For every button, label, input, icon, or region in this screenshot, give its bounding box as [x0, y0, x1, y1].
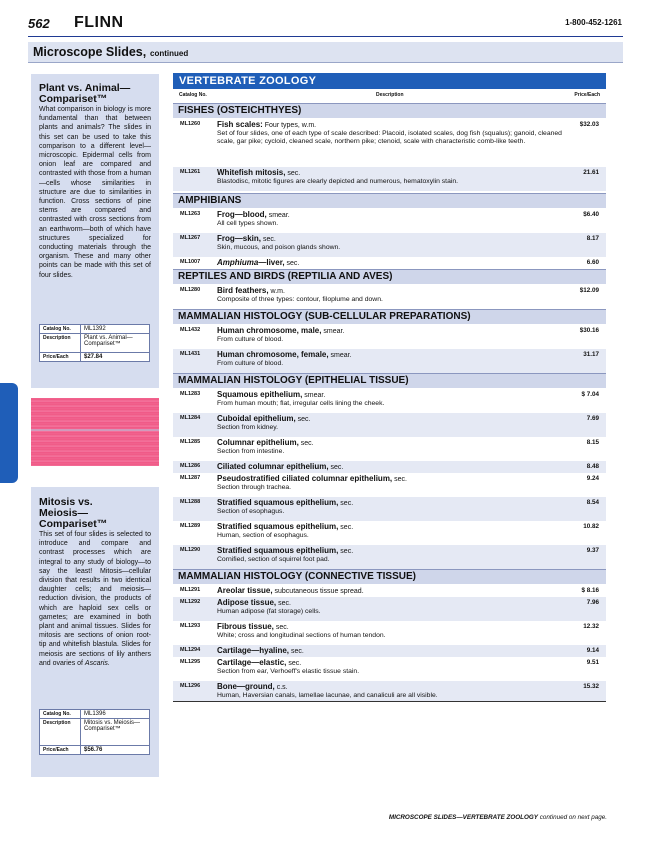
table-row: [173, 325, 606, 349]
table-row: [173, 461, 606, 473]
item-name: Ascaris.: [84, 659, 110, 667]
sidebar-body: What comparison in biology is more fundamental than that between plants and animals? The slides in this set can be used to take this comparison to a different level—microscopic. Epidermal cells from onion leaf are compared and contrasted with those from a human—cells whose similarities in structure are due to similarities in function. Cross sections of pine stems are compared and contrasted with cross sections from an earthworm—both of which have structures specialized for conducting materials through the organism. These and many other points can be made with this set of four slides.: [39, 106, 151, 279]
item-name: Cartilage—elastic,: [217, 658, 287, 667]
table-row: [173, 681, 606, 701]
item-name: This set of four slides is selected to introduce and compare and contrast processes which are integral to any study of biology—to say the least! Mitosis—cellular division that results in two identical daughter cells; and meiosis—reduction division, the products of which are haploid sex cells or gametes; are examined in both plant and animal tissues. Slides for mitosis are sections of onion root-tip and whitefish blastula. Slides for meiosis are sections of lily anthers and ovaries of: [39, 531, 151, 667]
item-description: Composite of three types: contour, filoplume and down.: [217, 296, 383, 303]
item-name: Human chromosome, female,: [217, 350, 329, 359]
price-value: $ 7.04: [581, 391, 599, 398]
table-end-rule: [173, 701, 606, 702]
col-price: Price/Each: [574, 92, 600, 98]
item-name: sec.: [298, 440, 314, 447]
catalog-number: ML1287: [180, 475, 201, 481]
price-value: 31.17: [583, 351, 599, 358]
col-description: Description: [376, 92, 404, 98]
description-label: Description: [40, 334, 81, 353]
col-catalog: Catalog No.: [179, 92, 207, 98]
item-name: continued on next page.: [538, 814, 607, 821]
group-header: [173, 269, 606, 284]
catalog-number: ML1431: [180, 351, 201, 357]
item-description: Section from kidney.: [217, 424, 279, 431]
catalog-number: ML1288: [180, 499, 201, 505]
catalog-number: ML1007: [180, 259, 201, 265]
section-title-bar: [28, 42, 623, 63]
item-name: —liver,: [258, 258, 285, 267]
item-name: sec.: [286, 660, 302, 667]
item-name: Bone—ground,: [217, 682, 275, 691]
price-value: $6.40: [583, 211, 599, 218]
item-name: Pseudostratified ciliated columnar epithelium,: [217, 474, 393, 483]
group-header: [173, 373, 606, 388]
price-value: 12.32: [583, 623, 599, 630]
item-name: Four types, w.m.: [262, 122, 317, 129]
item-name: sec.: [338, 548, 354, 555]
price-value: 6.60: [586, 259, 599, 266]
item-description: Human adipose (fat storage) cells.: [217, 608, 321, 615]
item-name: Squamous epithelium,: [217, 390, 303, 399]
item-name: smear.: [302, 392, 326, 399]
table-row: [173, 349, 606, 373]
table-row: [173, 497, 606, 521]
table-row: [173, 597, 606, 621]
microscope-slide-photo: [31, 398, 159, 466]
table-title-bar: [173, 73, 606, 89]
item-description: Section of esophagus.: [217, 508, 285, 515]
catalog-number: ML1284: [180, 415, 201, 421]
item-description: Section through trachea.: [217, 484, 292, 491]
continued-footnote: [389, 814, 607, 821]
price-value: $12.09: [579, 287, 599, 294]
description-label: Description: [40, 719, 81, 746]
table-row: [173, 645, 606, 657]
item-name: Stratified squamous epithelium,: [217, 522, 339, 531]
price-value: 15.32: [583, 683, 599, 690]
item-name: smear.: [321, 328, 345, 335]
price-value: $56.76: [81, 746, 150, 755]
item-name: sec.: [392, 476, 407, 483]
item-name: Bird feathers,: [217, 286, 269, 295]
price-value: $ 8.16: [581, 587, 599, 594]
section-title: Microscope Slides,: [33, 45, 147, 59]
catalog-number: ML1285: [180, 439, 201, 445]
price-value: 8.17: [586, 235, 599, 242]
page-number: 562: [28, 16, 50, 31]
table-row: [173, 545, 606, 569]
table-row: [173, 167, 606, 191]
catalog-number: ML1294: [180, 647, 201, 653]
sidebar-title: Mitosis vs. Meiosis— Compariset™: [39, 496, 108, 530]
catalog-number: ML1267: [180, 235, 201, 241]
item-name: Cartilage—hyaline,: [217, 646, 290, 655]
table-row: [173, 657, 606, 681]
table-row: [173, 621, 606, 645]
item-name: MAMMALIAN HISTOLOGY (EPITHELIAL TISSUE): [178, 375, 409, 386]
item-name: sec.: [328, 464, 344, 471]
price-value: 8.54: [586, 499, 599, 506]
item-name: Amphiuma: [217, 258, 259, 267]
price-value: 9.14: [586, 647, 599, 654]
catalog-label: Catalog No.: [40, 710, 81, 719]
table-row: [173, 285, 606, 309]
item-name: Human chromosome, male,: [217, 326, 322, 335]
item-description: All cell types shown.: [217, 220, 279, 227]
item-name: Fish scales:: [217, 120, 263, 129]
catalog-number: ML1396: [81, 710, 150, 719]
section-continued: continued: [150, 49, 189, 58]
table-row: [173, 257, 606, 269]
price-value: 10.82: [583, 523, 599, 530]
table-row: [173, 233, 606, 257]
catalog-number: ML1263: [180, 211, 201, 217]
table-row: [173, 521, 606, 545]
item-name: sec.: [338, 524, 354, 531]
price-value: 8.15: [586, 439, 599, 446]
item-name: FISHES (OSTEICHTHYES): [178, 105, 302, 116]
catalog-number: ML1432: [180, 327, 201, 333]
item-name: MAMMALIAN HISTOLOGY (SUB-CELLULAR PREPARATIONS): [178, 311, 471, 322]
catalog-number: ML1261: [180, 169, 201, 175]
item-name: Whitefish mitosis,: [217, 168, 286, 177]
sidebar-title: Plant vs. Animal— Compariset™: [39, 82, 131, 105]
item-name: sec.: [273, 624, 289, 631]
table-row: [173, 413, 606, 437]
sidebar-mitosis-meiosis: [31, 487, 159, 777]
table-row: [173, 437, 606, 461]
item-description: From culture of blood.: [217, 336, 284, 343]
table-column-headers: [173, 90, 606, 99]
catalog-number: ML1291: [180, 587, 201, 593]
price-value: 9.24: [586, 475, 599, 482]
catalog-number: ML1296: [180, 683, 201, 689]
item-name: subcutaneous tissue spread.: [272, 588, 364, 595]
item-name: Adipose tissue,: [217, 598, 277, 607]
price-value: $32.03: [579, 121, 599, 128]
item-name: c.s.: [274, 684, 288, 691]
table-row: [173, 119, 606, 167]
description-value: Plant vs. Animal— Compariset™: [81, 334, 150, 353]
price-label: Price/Each: [40, 353, 81, 362]
item-name: smear.: [328, 352, 352, 359]
item-description: From human mouth; flat, irregular cells lining the cheek.: [217, 400, 385, 407]
sidebar-body: [31, 530, 159, 668]
price-value: $27.84: [81, 353, 150, 362]
group-header: [173, 103, 606, 118]
item-name: sec.: [261, 236, 276, 243]
item-name: sec.: [285, 170, 301, 177]
item-name: Frog—skin,: [217, 234, 262, 243]
item-description: Section from ear, Verhoeff's elastic tissue stain.: [217, 668, 360, 675]
item-description: Set of four slides, one of each type of scale described: Placoid, isolated scales, dog fish (squalus); ganoid, cleaned scale, gar pike; cycloid, cleaned scale, northern pike; ctenoid, scale with characteristic comb-like teeth.: [217, 130, 562, 146]
description-value: Mitosis vs. Meiosis— Compariset™: [81, 719, 150, 746]
item-name: Stratified squamous epithelium,: [217, 498, 339, 507]
item-description: Human, Haversian canals, lamellae lacunae, and canaliculi are all visible.: [217, 692, 438, 699]
table-row: [173, 473, 606, 497]
price-value: 8.48: [586, 463, 599, 470]
item-name: sec.: [276, 600, 291, 607]
item-description: From culture of blood.: [217, 360, 284, 367]
item-description: Blastodisc, mitotic figures are clearly depicted and numerous, hematoxylin stain.: [217, 178, 459, 185]
item-name: MAMMALIAN HISTOLOGY (CONNECTIVE TISSUE): [178, 571, 416, 582]
item-name: sec.: [289, 648, 304, 655]
group-header: [173, 193, 606, 208]
catalog-number: ML1283: [180, 391, 201, 397]
sidebar-product-table: [39, 324, 150, 362]
page-edge-tab: [0, 383, 18, 483]
item-name: smear.: [266, 212, 290, 219]
item-name: sec.: [338, 500, 354, 507]
catalog-number: ML1260: [180, 121, 201, 127]
item-name: MICROSCOPE SLIDES—VERTEBRATE ZOOLOGY: [388, 814, 539, 821]
catalog-number: ML1295: [180, 659, 201, 665]
table-row: [173, 585, 606, 597]
item-name: w.m.: [268, 288, 285, 295]
price-label: Price/Each: [40, 746, 81, 755]
price-value: 7.69: [586, 415, 599, 422]
price-value: 9.51: [586, 659, 599, 666]
item-name: Stratified squamous epithelium,: [217, 546, 339, 555]
item-description: Section from intestine.: [217, 448, 285, 455]
item-name: Areolar tissue,: [217, 586, 273, 595]
item-name: AMPHIBIANS: [178, 195, 242, 206]
group-header: [173, 309, 606, 324]
sidebar-plant-animal: [31, 74, 159, 388]
sidebar-product-table: [39, 709, 150, 755]
catalog-number: ML1290: [180, 547, 201, 553]
item-name: Fibrous tissue,: [217, 622, 274, 631]
price-value: 21.61: [583, 169, 599, 176]
phone-number: 1-800-452-1261: [565, 18, 622, 27]
item-name: Ciliated columnar epithelium,: [217, 462, 329, 471]
catalog-label: Catalog No.: [40, 325, 81, 334]
catalog-number: ML1392: [81, 325, 150, 334]
catalog-number: ML1280: [180, 287, 201, 293]
catalog-number: ML1289: [180, 523, 201, 529]
catalog-number: ML1286: [180, 463, 201, 469]
item-name: Columnar epithelium,: [217, 438, 299, 447]
item-name: Frog—blood,: [217, 210, 267, 219]
brand-logo: FLINN: [74, 14, 124, 31]
price-value: $30.16: [579, 327, 599, 334]
group-header: [173, 569, 606, 584]
table-title: VERTEBRATE ZOOLOGY: [179, 75, 317, 87]
item-name: REPTILES AND BIRDS (REPTILIA AND AVES): [178, 271, 393, 282]
item-name: Cuboidal epithelium,: [217, 414, 296, 423]
table-row: [173, 209, 606, 233]
header-rule: [28, 36, 623, 37]
item-description: White; cross and longitudinal sections of human tendon.: [217, 632, 386, 639]
table-row: [173, 389, 606, 413]
item-name: sec.: [295, 416, 311, 423]
item-description: Human, section of esophagus.: [217, 532, 309, 539]
item-description: Cornified, section of squirrel foot pad.: [217, 556, 330, 563]
catalog-number: ML1293: [180, 623, 201, 629]
price-value: 9.37: [586, 547, 599, 554]
catalog-number: ML1292: [180, 599, 201, 605]
price-value: 7.96: [586, 599, 599, 606]
item-name: sec.: [284, 260, 300, 267]
item-description: Skin, mucous, and poison glands shown.: [217, 244, 341, 251]
